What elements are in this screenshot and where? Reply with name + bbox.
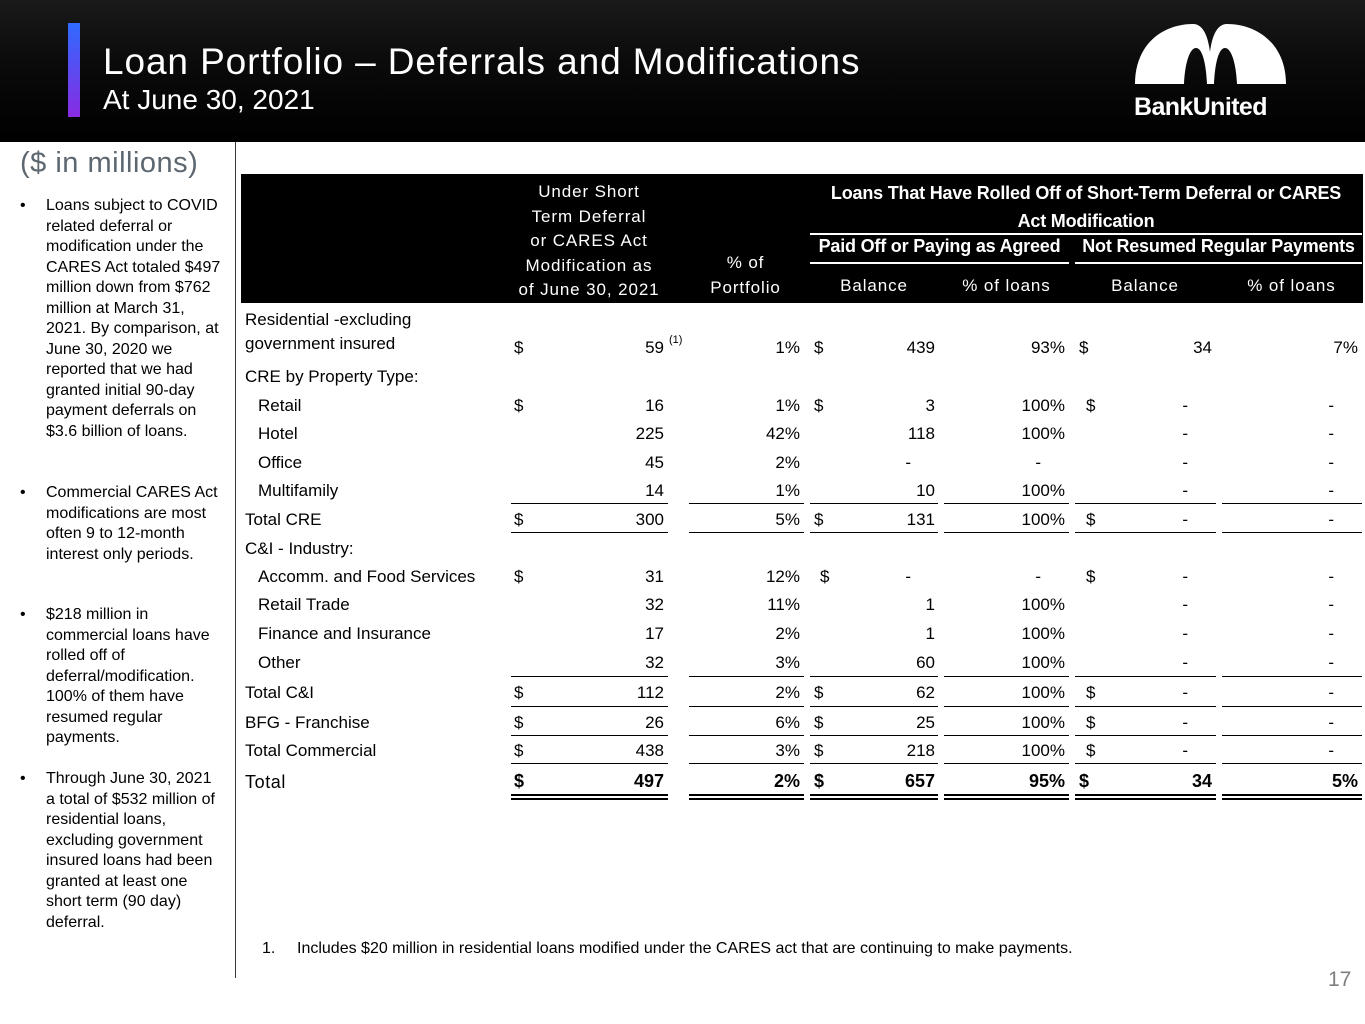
dollar-sign: $: [814, 510, 824, 529]
underline: [1222, 706, 1362, 707]
cell-value: 100%: [1021, 624, 1065, 643]
row-label: Retail: [258, 396, 302, 415]
row-label: Total: [245, 772, 287, 792]
cell-value: -: [1182, 396, 1188, 415]
underline: [511, 735, 668, 736]
dollar-sign: $: [1086, 567, 1096, 586]
cell-value: 59: [645, 338, 664, 357]
cell-value: -: [1182, 653, 1188, 672]
header-rule: [810, 233, 1362, 235]
cell-value: -: [1035, 453, 1041, 472]
row-label: government insured: [245, 334, 396, 353]
page-title: Loan Portfolio – Deferrals and Modifications: [103, 41, 861, 82]
row-label: Finance and Insurance: [258, 624, 431, 643]
bullet-icon: •: [20, 770, 26, 787]
cell-value: 10: [916, 481, 935, 500]
dollar-sign: $: [1086, 510, 1096, 529]
cell-value: -: [1328, 396, 1334, 415]
cell-value: 100%: [1021, 741, 1065, 760]
cell-value: 2%: [775, 683, 800, 702]
cell-value: 100%: [1021, 481, 1065, 500]
cell-value: 112: [636, 683, 664, 702]
cell-value: 3%: [775, 741, 800, 760]
underline: [689, 706, 804, 707]
cell-value: -: [1182, 741, 1188, 760]
cell-value: 12%: [765, 567, 800, 586]
dollar-sign: $: [514, 510, 524, 529]
underline: [511, 763, 668, 764]
cell-value: 2%: [773, 771, 800, 791]
cell-value: 31: [645, 567, 664, 586]
bullet-text: $218 million in commercial loans have rolled off of deferral/modification. 100% of them have resumed regular payments.: [46, 606, 210, 746]
underline: [944, 503, 1069, 504]
dollar-sign: $: [514, 567, 524, 586]
row-label: Multifamily: [258, 481, 339, 500]
row-label: Office: [258, 453, 303, 472]
underline: [689, 763, 804, 764]
underline: [1222, 763, 1362, 764]
cell-value: 3: [925, 396, 935, 415]
cell-value: -: [1328, 653, 1334, 672]
underline: [1222, 532, 1362, 533]
dollar-sign: $: [814, 771, 825, 791]
bullet-text: Commercial CARES Act modifications are most often 9 to 12-month interest only periods.: [46, 484, 218, 563]
cell-value: 100%: [1021, 683, 1065, 702]
dollar-sign: $: [514, 338, 524, 357]
dollar-sign: $: [514, 771, 525, 791]
dollar-sign: $: [814, 713, 824, 732]
row-label: Accomm. and Food Services: [258, 567, 476, 586]
cell-value: -: [1182, 683, 1188, 702]
underline: [810, 763, 938, 764]
underline: [944, 706, 1069, 707]
cell-value: 14: [645, 481, 664, 500]
underline: [1222, 676, 1362, 677]
dollar-sign: $: [1086, 713, 1096, 732]
double-underline: [689, 794, 804, 800]
cell-value: 100%: [1021, 424, 1065, 443]
underline: [810, 532, 938, 533]
footnote-text: Includes $20 million in residential loans modified under the CARES act that are continuing to make payments.: [297, 940, 1073, 957]
cell-value: -: [1328, 624, 1334, 643]
row-label: Hotel: [258, 424, 298, 443]
cell-value: 5%: [1331, 771, 1358, 791]
cell-value: 1%: [775, 481, 800, 500]
cell-value: 1: [925, 595, 935, 614]
double-underline: [1075, 794, 1216, 800]
underline: [810, 735, 938, 736]
header-rule: [810, 262, 1069, 264]
dollar-sign: $: [820, 567, 830, 586]
cell-value: 32: [645, 653, 664, 672]
row-label: Total CRE: [245, 510, 322, 529]
underline: [1075, 735, 1216, 736]
underline: [511, 532, 668, 533]
cell-value: -: [1328, 741, 1334, 760]
bullet-icon: •: [20, 484, 26, 501]
section-label: C&I - Industry:: [245, 539, 354, 558]
row-label: BFG - Franchise: [245, 713, 370, 732]
underline: [511, 706, 668, 707]
page-number: 17: [1328, 968, 1352, 991]
cell-value: 100%: [1021, 396, 1065, 415]
dollar-sign: $: [514, 741, 524, 760]
double-underline: [944, 794, 1069, 800]
bullet-text: Through June 30, 2021 a total of $532 million of residential loans, excluding government insured loans had been granted at least one short term (90 day) deferral.: [46, 770, 215, 931]
cell-value: 5%: [775, 510, 800, 529]
cell-value: -: [1182, 595, 1188, 614]
underline: [1075, 706, 1216, 707]
row-label: Retail Trade: [258, 595, 350, 614]
cell-value: 26: [645, 713, 664, 732]
cell-value: 11%: [767, 595, 800, 614]
units-label: ($ in millions): [20, 147, 199, 179]
cell-value: 60: [916, 653, 935, 672]
header-pct-portfolio: % of Portfolio: [710, 253, 781, 297]
double-underline: [1222, 794, 1362, 800]
header-pct-loans: % of loans: [1247, 276, 1336, 295]
cell-value: 497: [633, 771, 664, 791]
bankunited-logo-icon: [1135, 22, 1286, 84]
bullet-text: Loans subject to COVID related deferral or modification under the CARES Act totaled $497 million down from $762 million at March 31, 2021. By comparison, at June 30, 2020 we reported that we had granted initial 90-day payment deferrals on $3.6 billion of loans.: [46, 197, 221, 440]
underline: [1075, 676, 1216, 677]
section-label: CRE by Property Type:: [245, 367, 419, 386]
dollar-sign: $: [1079, 338, 1089, 357]
header-under-short-term: Under Short Term Deferral or CARES Act Modification as of June 30, 2021: [518, 182, 660, 299]
cell-value: 25: [916, 713, 935, 732]
row-label: Total Commercial: [245, 741, 377, 760]
underline: [689, 676, 804, 677]
header-rule: [1075, 262, 1362, 264]
cell-value: 218: [906, 741, 935, 760]
header-not-resumed: Not Resumed Regular Payments: [1082, 236, 1355, 256]
cell-value: 100%: [1021, 713, 1065, 732]
underline: [944, 532, 1069, 533]
cell-value: -: [1182, 713, 1188, 732]
double-underline: [810, 794, 938, 800]
cell-value: 100%: [1021, 653, 1065, 672]
cell-value: 131: [906, 510, 935, 529]
accent-bar: [68, 23, 80, 117]
cell-value: -: [1328, 595, 1334, 614]
dollar-sign: $: [1086, 741, 1096, 760]
dollar-sign: $: [1086, 683, 1096, 702]
cell-value: -: [905, 567, 911, 586]
cell-value: 34: [1193, 338, 1212, 357]
underline: [810, 706, 938, 707]
cell-value: 17: [645, 624, 664, 643]
cell-value: -: [1035, 567, 1041, 586]
underline: [1075, 763, 1216, 764]
cell-value: 6%: [775, 713, 800, 732]
cell-value: -: [1328, 453, 1334, 472]
underline: [944, 676, 1069, 677]
cell-value: -: [1182, 453, 1188, 472]
cell-value: -: [1182, 624, 1188, 643]
cell-value: 657: [904, 771, 935, 791]
row-label: Residential -excluding: [245, 310, 412, 329]
cell-value: -: [1328, 683, 1334, 702]
footnote-marker: (1): [669, 334, 683, 346]
cell-value: 95%: [1028, 771, 1065, 791]
cell-value: 1%: [775, 338, 800, 357]
underline: [1222, 735, 1362, 736]
bullet-icon: •: [20, 197, 26, 214]
dollar-sign: $: [814, 741, 824, 760]
cell-value: 16: [645, 396, 664, 415]
cell-value: 45: [645, 453, 664, 472]
cell-value: 7%: [1333, 338, 1358, 357]
dollar-sign: $: [1079, 771, 1090, 791]
header-pct-loans: % of loans: [962, 276, 1051, 295]
cell-value: 1%: [775, 396, 800, 415]
footnote-number: 1.: [262, 940, 276, 957]
cell-value: -: [1182, 481, 1188, 500]
cell-value: -: [1182, 510, 1188, 529]
cell-value: 100%: [1021, 595, 1065, 614]
cell-value: 93%: [1030, 338, 1065, 357]
cell-value: 34: [1191, 771, 1212, 791]
vertical-divider: [235, 142, 236, 978]
cell-value: 100%: [1021, 510, 1065, 529]
header-paid-off: Paid Off or Paying as Agreed: [818, 236, 1061, 256]
underline: [689, 532, 804, 533]
underline: [810, 676, 938, 677]
underline: [689, 503, 804, 504]
cell-value: -: [1328, 713, 1334, 732]
dollar-sign: $: [1086, 396, 1096, 415]
dollar-sign: $: [514, 683, 524, 702]
cell-value: 438: [635, 741, 664, 760]
cell-value: 62: [916, 683, 935, 702]
cell-value: 118: [907, 424, 935, 443]
cell-value: -: [1182, 567, 1188, 586]
cell-value: 2%: [775, 453, 800, 472]
cell-value: 1: [925, 624, 935, 643]
row-label: Total C&I: [245, 683, 314, 702]
header-rolled-off: Loans That Have Rolled Off of Short-Term Deferral or CARES Act Modification: [830, 183, 1342, 231]
underline: [1075, 503, 1216, 504]
cell-value: -: [1328, 567, 1334, 586]
underline: [944, 763, 1069, 764]
underline: [511, 676, 668, 677]
underline: [1222, 503, 1362, 504]
header-banner: [0, 0, 1365, 142]
cell-value: -: [1328, 481, 1334, 500]
cell-value: -: [1328, 510, 1334, 529]
bullet-icon: •: [20, 606, 26, 623]
underline: [1075, 532, 1216, 533]
dollar-sign: $: [814, 683, 824, 702]
cell-value: 300: [635, 510, 664, 529]
cell-value: -: [1328, 424, 1334, 443]
cell-value: 2%: [775, 624, 800, 643]
underline: [689, 735, 804, 736]
dollar-sign: $: [814, 338, 824, 357]
dollar-sign: $: [514, 713, 524, 732]
header-balance: Balance: [1111, 276, 1179, 295]
cell-value: 42%: [765, 424, 800, 443]
dollar-sign: $: [514, 396, 524, 415]
cell-value: 32: [645, 595, 664, 614]
cell-value: 439: [906, 338, 935, 357]
underline: [511, 503, 668, 504]
row-label: Other: [258, 653, 301, 672]
underline: [810, 503, 938, 504]
underline: [944, 735, 1069, 736]
double-underline: [511, 794, 668, 800]
cell-value: -: [905, 453, 911, 472]
cell-value: 3%: [775, 653, 800, 672]
logo-text: BankUnited: [1134, 93, 1267, 121]
header-balance: Balance: [840, 276, 908, 295]
cell-value: 225: [635, 424, 664, 443]
cell-value: -: [1182, 424, 1188, 443]
page-subtitle: At June 30, 2021: [103, 84, 315, 115]
dollar-sign: $: [814, 396, 824, 415]
